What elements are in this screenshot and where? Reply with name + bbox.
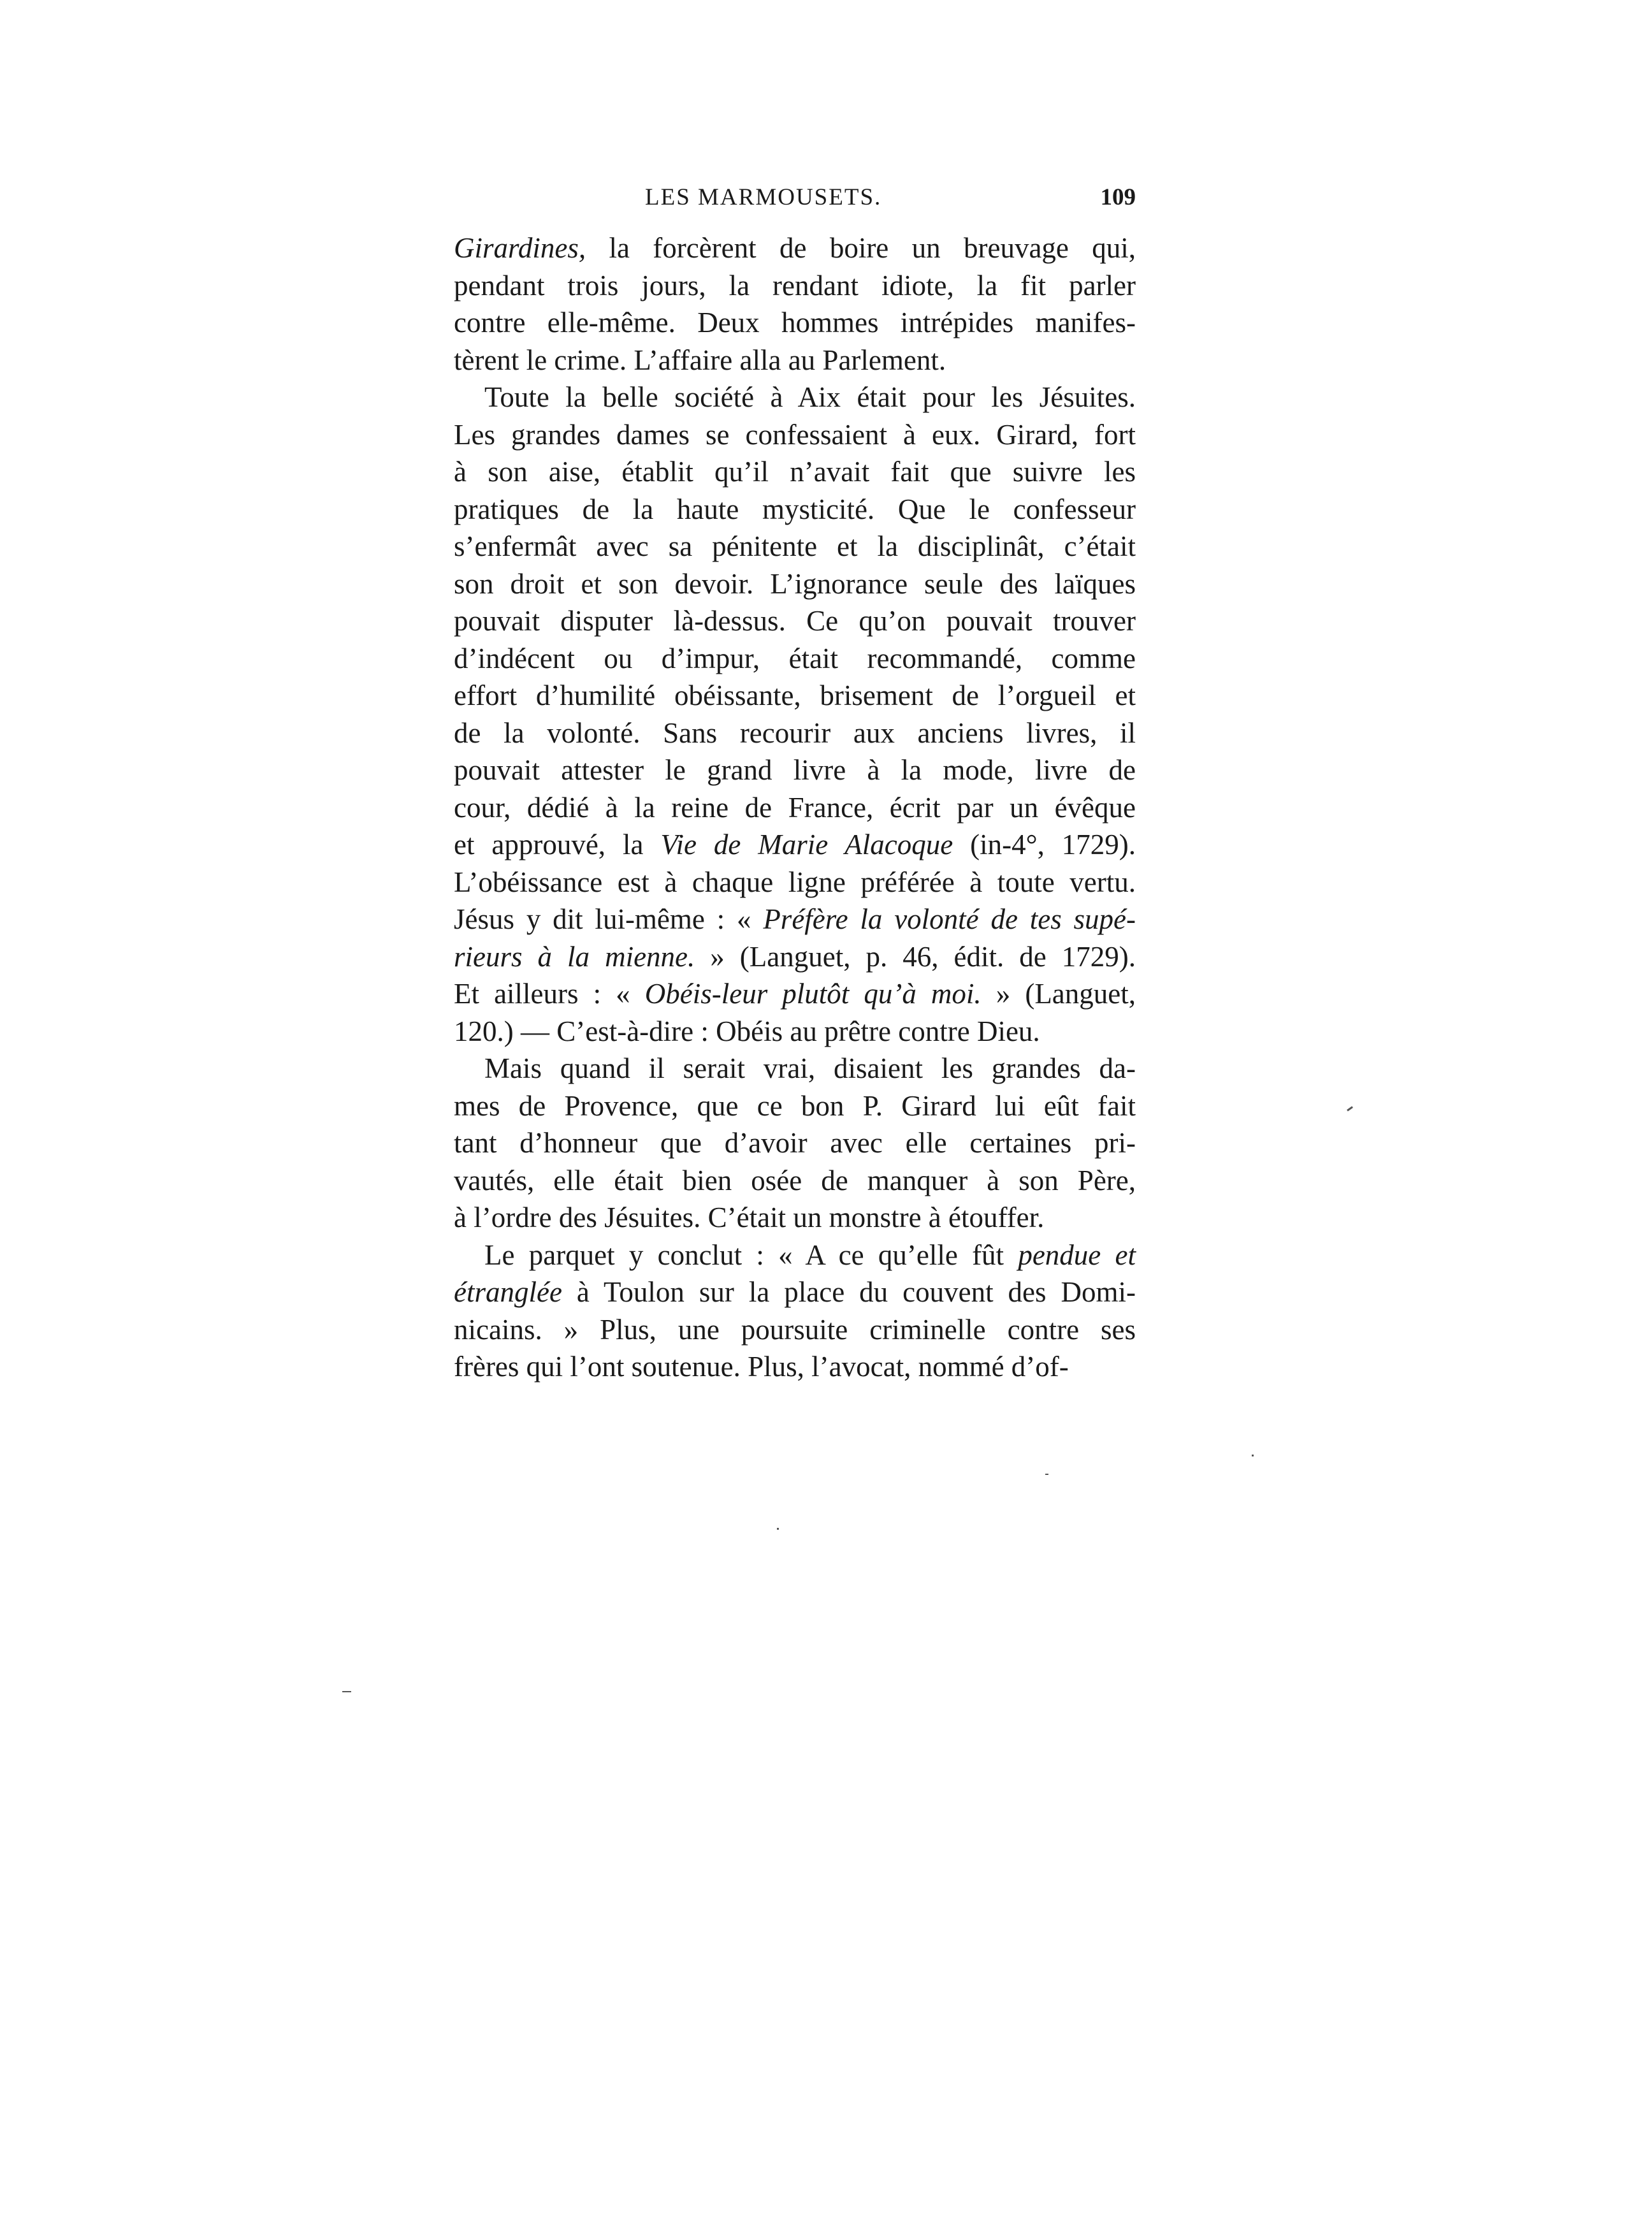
text-segment: pratiques de la haute mysticité. Que le confesseur [454, 493, 1136, 525]
text-line [454, 1050, 1136, 1087]
text-segment: pouvait disputer là-dessus. Ce qu’on pouvait trouver [454, 605, 1136, 637]
text-line [454, 715, 1136, 752]
text-line [454, 491, 1136, 528]
text-line [454, 416, 1136, 454]
text-segment: à son aise, établit qu’il n’avait fait que suivre les [454, 456, 1136, 488]
text-line [454, 1199, 1136, 1237]
text-line [454, 640, 1136, 678]
scan-speck [777, 1528, 779, 1530]
text-line [454, 864, 1136, 901]
text-line [454, 565, 1136, 603]
text-line [454, 677, 1136, 715]
text-line [454, 1274, 1136, 1311]
scan-speck [1347, 1106, 1353, 1111]
text-line [454, 1348, 1136, 1386]
text-segment: s’enfermât avec sa pénitente et la disciplinât, c’était [454, 530, 1136, 562]
text-segment: d’indécent ou d’impur, était recommandé, comme [454, 642, 1136, 674]
text-segment: contre elle-même. Deux hommes intrépides manifes- [454, 307, 1136, 338]
text-line [454, 528, 1136, 565]
text-segment: à Toulon sur la place du couvent des Domi- [562, 1276, 1136, 1308]
body-text [454, 229, 1136, 1386]
text-line [454, 1087, 1136, 1125]
text-line [454, 229, 1136, 267]
italic-text: pendue et [1018, 1238, 1136, 1271]
scan-speck [342, 1691, 351, 1692]
scan-speck [1252, 1455, 1254, 1456]
text-line [454, 379, 1136, 416]
text-line [454, 453, 1136, 491]
text-segment: » (Languet, p. 46, édit. de 1729). [695, 940, 1136, 973]
text-segment: frères qui l’ont soutenue. Plus, l’avocat, nommé d’of- [454, 1351, 1069, 1383]
text-line [454, 1311, 1136, 1349]
text-segment: vautés, elle était bien osée de manquer à son Père, [454, 1164, 1136, 1196]
italic-text: Préfère la volonté de tes supé- [763, 903, 1136, 935]
text-segment: Les grandes dames se confessaient à eux. Girard, fort [454, 418, 1136, 451]
text-segment: cour, dédié à la reine de France, écrit par un évêque [454, 791, 1136, 824]
page-number: 109 [1100, 184, 1136, 210]
italic-text: Obéis-leur plutôt qu’à moi. [644, 978, 982, 1010]
page-header [454, 184, 1136, 222]
text-segment: la forcèrent de boire un breuvage qui, [586, 232, 1136, 264]
text-segment: et approuvé, la [454, 829, 661, 860]
text-segment: pendant trois jours, la rendant idiote, la fit parler [454, 269, 1136, 301]
text-segment: Le parquet y conclut : « A ce qu’elle fût [484, 1238, 1018, 1271]
italic-text: rieurs à la mienne. [454, 940, 695, 973]
text-line [454, 602, 1136, 640]
text-segment: Jésus y dit lui-même : « [454, 903, 764, 935]
text-line [454, 1013, 1136, 1050]
italic-text: étranglée [454, 1276, 562, 1308]
text-line [454, 342, 1136, 379]
text-segment: à l’ordre des Jésuites. C’était un monstre à étouffer. [454, 1201, 1045, 1233]
text-line [454, 975, 1136, 1013]
text-segment: tèrent le crime. L’affaire alla au Parlement. [454, 344, 946, 376]
text-line [454, 789, 1136, 827]
text-segment: L’obéissance est à chaque ligne préférée à toute vertu. [454, 866, 1136, 898]
text-line [454, 1162, 1136, 1200]
running-title: LES MARMOUSETS. [645, 184, 882, 210]
text-segment: effort d’humilité obéissante, brisement de l’orgueil et [454, 679, 1136, 711]
text-line [454, 938, 1136, 976]
text-segment: Mais quand il serait vrai, disaient les grandes da- [484, 1052, 1136, 1084]
scan-speck [1045, 1474, 1048, 1475]
text-segment: 120.) — C’est-à-dire : Obéis au prêtre contre Dieu. [454, 1015, 1040, 1047]
text-line [454, 267, 1136, 305]
text-segment: » (Languet, [981, 978, 1136, 1010]
text-line [454, 1237, 1136, 1274]
text-segment: de la volonté. Sans recourir aux anciens livres, il [454, 716, 1136, 749]
text-segment: son droit et son devoir. L’ignorance seule des laïques [454, 567, 1136, 600]
text-segment: nicains. » Plus, une poursuite criminelle contre ses [454, 1313, 1136, 1346]
text-line [454, 304, 1136, 342]
text-segment: (in-4°, 1729). [953, 829, 1136, 860]
text-segment: tant d’honneur que d’avoir avec elle certaines pri- [454, 1127, 1136, 1159]
text-segment: Toute la belle société à Aix était pour les Jésuites. [484, 381, 1136, 413]
italic-text: Girardines, [454, 232, 586, 264]
italic-text: Vie de Marie Alacoque [660, 829, 953, 860]
text-line [454, 901, 1136, 938]
text-line [454, 826, 1136, 864]
text-segment: Et ailleurs : « [454, 978, 645, 1010]
text-segment: mes de Provence, que ce bon P. Girard lui eût fait [454, 1089, 1136, 1122]
text-segment: pouvait attester le grand livre à la mode, livre de [454, 754, 1136, 786]
text-line [454, 1124, 1136, 1162]
text-line [454, 751, 1136, 789]
